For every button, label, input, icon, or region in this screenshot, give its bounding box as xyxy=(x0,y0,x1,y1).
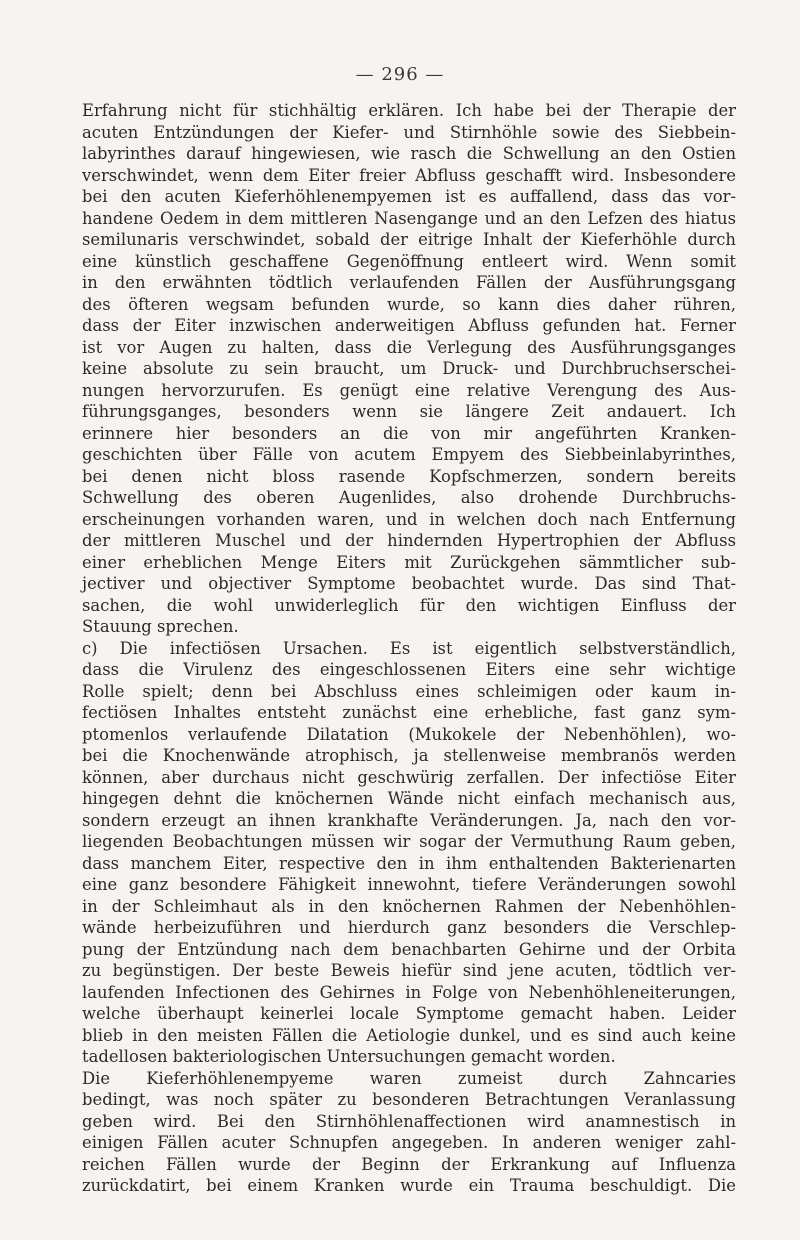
text-line: führungsganges, besonders wenn sie längere Zeit andauert. Ich xyxy=(82,402,736,421)
text-line: ist vor Augen zu halten, dass die Verlegung des Ausführungsganges xyxy=(82,337,736,357)
text-line: Rolle spielt; denn bei Abschluss eines schleimigen oder kaum in- xyxy=(82,681,736,701)
text-line: sondern erzeugt an ihnen krankhafte Veränderungen. Ja, nach den vor- xyxy=(82,810,736,830)
text-line: nungen hervorzurufen. Es genügt eine relative Verengung des Aus- xyxy=(82,380,736,400)
text-line: blieb in den meisten Fällen die Aetiologie dunkel, und es sind auch keine xyxy=(82,1025,736,1045)
text-line: bei die Knochenwände atrophisch, ja stellenweise membranös werden xyxy=(82,746,736,765)
text-line: verschwindet, wenn dem Eiter freier Abfluss geschafft wird. Insbesondere xyxy=(82,165,736,185)
text-line: Erfahrung nicht für stichhältig erklären. Ich habe bei der Therapie der xyxy=(82,101,736,120)
text-line: welche überhaupt keinerlei locale Symptome gemacht haben. Leider xyxy=(82,1004,736,1023)
text-line: laufenden Infectionen des Gehirnes in Folge von Nebenhöhleneiterungen, xyxy=(82,982,736,1002)
text-line: bei den acuten Kieferhöhlenempyemen ist es auffallend, dass das vor- xyxy=(82,187,736,206)
text-line: der mittleren Muschel und der hindernden Hypertrophien der Abfluss xyxy=(82,531,736,550)
text-line: reichen Fällen wurde der Beginn der Erkrankung auf Influenza xyxy=(82,1154,736,1174)
text-line: in den erwähnten tödtlich verlaufenden Fällen der Ausführungsgang xyxy=(82,273,736,292)
text-line: erscheinungen vorhanden waren, und in welchen doch nach Entfernung xyxy=(82,509,736,529)
text-line: können, aber durchaus nicht geschwürig zerfallen. Der infectiöse Eiter xyxy=(82,767,736,787)
text-line: ptomenlos verlaufende Dilatation (Mukokele der Nebenhöhlen), wo- xyxy=(82,724,736,744)
text-line: wände herbeizuführen und hierdurch ganz besonders die Verschlep- xyxy=(82,918,736,937)
text-line: sachen, die wohl unwiderleglich für den wichtigen Einfluss der xyxy=(82,595,736,615)
text-line: jectiver und objectiver Symptome beobachtet wurde. Das sind That- xyxy=(82,574,736,593)
text-line: keine absolute zu sein braucht, um Druck- und Durchbruchserschei- xyxy=(82,359,736,378)
text-line: c) Die infectiösen Ursachen. Es ist eigentlich selbstverständlich, xyxy=(82,638,736,658)
text-line: dass manchem Eiter, respective den in ihm enthaltenden Bakterienarten xyxy=(82,853,736,873)
text-line: dass die Virulenz des eingeschlossenen Eiters eine sehr wichtige xyxy=(82,660,736,679)
text-line: geben wird. Bei den Stirnhöhlenaffectionen wird anamnestisch in xyxy=(82,1111,736,1131)
text-line: einer erheblichen Menge Eiters mit Zurückgehen sämmtlicher sub- xyxy=(82,552,736,572)
text-line: zu begünstigen. Der beste Beweis hiefür sind jene acuten, tödtlich ver- xyxy=(82,961,736,980)
text-line: erinnere hier besonders an die von mir angeführten Kranken- xyxy=(82,423,736,443)
text-line: bedingt, was noch später zu besonderen Betrachtungen Veranlassung xyxy=(82,1090,736,1109)
text-line: Die Kieferhöhlenempyeme waren zumeist durch Zahncaries xyxy=(82,1068,736,1088)
text-line: in der Schleimhaut als in den knöchernen Rahmen der Nebenhöhlen- xyxy=(82,896,736,916)
text-line: eine ganz besondere Fähigkeit innewohnt, tiefere Veränderungen sowohl xyxy=(82,875,736,894)
page-number: — 296 — xyxy=(355,64,445,85)
text-line: handene Oedem in dem mittleren Nasengange und an den Lefzen des hiatus xyxy=(82,208,736,228)
text-line: dass der Eiter inzwischen anderweitigen Abfluss gefunden hat. Ferner xyxy=(82,316,736,335)
text-line: acuten Entzündungen der Kiefer- und Stirnhöhle sowie des Siebbein- xyxy=(82,122,736,142)
text-line: des öfteren wegsam befunden wurde, so kann dies daher rühren, xyxy=(82,294,736,314)
text-line: zurückdatirt, bei einem Kranken wurde ein Trauma beschuldigt. Die xyxy=(82,1176,736,1195)
text-line: Stauung sprechen. xyxy=(82,617,239,636)
text-line: liegenden Beobachtungen müssen wir sogar der Vermuthung Raum geben, xyxy=(82,832,736,851)
body-text xyxy=(82,100,736,1197)
text-line: Schwellung des oberen Augenlides, also drohende Durchbruchs- xyxy=(82,488,736,507)
text-line: hingegen dehnt die knöchernen Wände nicht einfach mechanisch aus, xyxy=(82,789,736,808)
text-line: eine künstlich geschaffene Gegenöffnung entleert wird. Wenn somit xyxy=(82,251,736,271)
text-line: geschichten über Fälle von acutem Empyem des Siebbeinlabyrinthes, xyxy=(82,445,736,464)
text-line: semilunaris verschwindet, sobald der eitrige Inhalt der Kieferhöhle durch xyxy=(82,230,736,249)
text-line: einigen Fällen acuter Schnupfen angegeben. In anderen weniger zahl- xyxy=(82,1133,736,1152)
text-line: bei denen nicht bloss rasende Kopfschmerzen, sondern bereits xyxy=(82,466,736,486)
text-line: tadellosen bakteriologischen Untersuchungen gemacht worden. xyxy=(82,1047,616,1066)
text-line: fectiösen Inhaltes entsteht zunächst eine erhebliche, fast ganz sym- xyxy=(82,703,736,722)
text-line: pung der Entzündung nach dem benachbarten Gehirne und der Orbita xyxy=(82,939,736,959)
text-line: labyrinthes darauf hingewiesen, wie rasch die Schwellung an den Ostien xyxy=(82,144,736,163)
